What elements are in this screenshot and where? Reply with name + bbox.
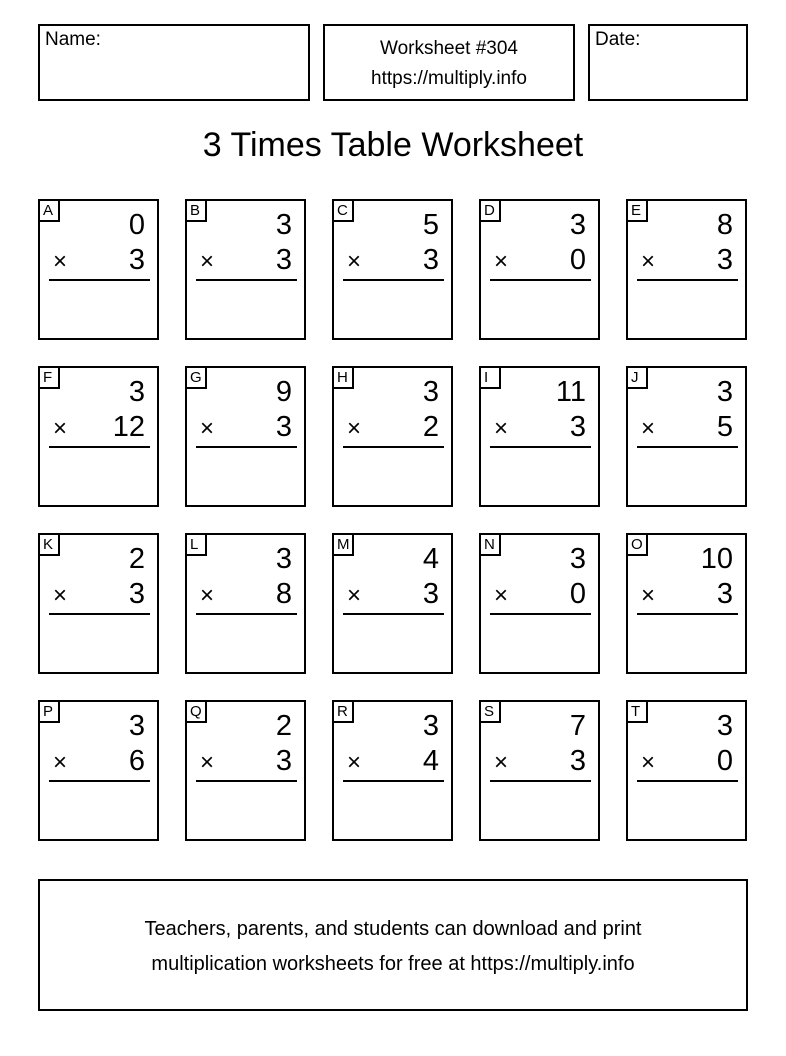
times-sign: × (494, 415, 509, 442)
multiplicand: 3 (275, 209, 292, 241)
multiplicand: 5 (422, 209, 439, 241)
problem-card[interactable] (626, 199, 747, 340)
problem-letter: C (332, 199, 354, 222)
times-sign: × (494, 749, 509, 776)
name-box[interactable] (38, 24, 310, 101)
multiplier: 3 (422, 578, 439, 610)
problem-letter: L (185, 533, 207, 556)
problem-letter: Q (185, 700, 207, 723)
times-sign: × (53, 415, 68, 442)
name-label: Name: (45, 29, 101, 50)
answer-line (637, 613, 738, 615)
problem-letter: G (185, 366, 207, 389)
worksheet-number: Worksheet #304 (379, 38, 518, 59)
worksheet-url: https://multiply.info (371, 68, 527, 89)
problem-card[interactable] (479, 533, 600, 674)
problem-letter: B (185, 199, 207, 222)
multiplier: 0 (716, 745, 733, 777)
problem-card[interactable] (185, 700, 306, 841)
answer-line (490, 613, 591, 615)
multiplier: 3 (275, 411, 292, 443)
multiplicand: 2 (275, 710, 292, 742)
answer-line (343, 780, 444, 782)
multiplicand: 0 (128, 209, 145, 241)
problem-letter: E (626, 199, 648, 222)
multiplicand: 7 (569, 710, 586, 742)
problem-letter: P (38, 700, 60, 723)
multiplier: 3 (716, 578, 733, 610)
times-sign: × (53, 248, 68, 275)
answer-line (196, 613, 297, 615)
problem-letter: H (332, 366, 354, 389)
problem-card[interactable] (626, 700, 747, 841)
multiplicand: 3 (716, 710, 733, 742)
footer-box (38, 879, 748, 1011)
answer-line (343, 279, 444, 281)
problem-card[interactable] (38, 700, 159, 841)
problem-letter: J (626, 366, 648, 389)
answer-line (196, 279, 297, 281)
multiplicand: 3 (716, 376, 733, 408)
times-sign: × (200, 415, 215, 442)
answer-line (49, 279, 150, 281)
times-sign: × (200, 749, 215, 776)
times-sign: × (347, 582, 362, 609)
problem-letter: F (38, 366, 60, 389)
problem-card[interactable] (38, 533, 159, 674)
problem-card[interactable] (479, 366, 600, 507)
answer-line (490, 446, 591, 448)
times-sign: × (641, 582, 656, 609)
problem-card[interactable] (479, 199, 600, 340)
multiplicand: 9 (275, 376, 292, 408)
multiplier: 3 (275, 745, 292, 777)
problem-letter: R (332, 700, 354, 723)
times-sign: × (347, 749, 362, 776)
problem-card[interactable] (626, 533, 747, 674)
footer-line-2: multiplication worksheets for free at https://multiply.info (151, 953, 635, 975)
problem-letter: N (479, 533, 501, 556)
multiplier: 6 (128, 745, 145, 777)
problem-card[interactable] (185, 199, 306, 340)
problem-card[interactable] (332, 199, 453, 340)
problem-card[interactable] (38, 199, 159, 340)
footer-line-1: Teachers, parents, and students can download and print (144, 918, 642, 940)
problem-card[interactable] (332, 533, 453, 674)
multiplicand: 3 (275, 543, 292, 575)
multiplicand: 3 (128, 376, 145, 408)
problem-letter: T (626, 700, 648, 723)
problem-card[interactable] (332, 700, 453, 841)
multiplicand: 8 (716, 209, 733, 241)
problem-letter: S (479, 700, 501, 723)
answer-line (49, 446, 150, 448)
multiplicand: 10 (700, 543, 733, 575)
multiplier: 3 (128, 244, 145, 276)
problem-letter: K (38, 533, 60, 556)
answer-line (637, 780, 738, 782)
multiplicand: 3 (569, 209, 586, 241)
answer-line (49, 780, 150, 782)
problem-letter: M (332, 533, 354, 556)
answer-line (490, 279, 591, 281)
problem-card[interactable] (626, 366, 747, 507)
answer-line (196, 446, 297, 448)
answer-line (490, 780, 591, 782)
multiplier: 4 (422, 745, 439, 777)
multiplier: 3 (275, 244, 292, 276)
multiplier: 0 (569, 244, 586, 276)
multiplicand: 3 (128, 710, 145, 742)
problem-card[interactable] (38, 366, 159, 507)
answer-line (49, 613, 150, 615)
problem-card[interactable] (332, 366, 453, 507)
multiplicand: 3 (422, 376, 439, 408)
date-box[interactable] (588, 24, 748, 101)
multiplier: 3 (422, 244, 439, 276)
problem-letter: D (479, 199, 501, 222)
times-sign: × (347, 415, 362, 442)
answer-line (343, 613, 444, 615)
multiplier: 3 (128, 578, 145, 610)
answer-line (343, 446, 444, 448)
times-sign: × (53, 582, 68, 609)
times-sign: × (347, 248, 362, 275)
multiplicand: 3 (422, 710, 439, 742)
multiplicand: 2 (128, 543, 145, 575)
multiplier: 0 (569, 578, 586, 610)
times-sign: × (200, 582, 215, 609)
problem-card[interactable] (185, 366, 306, 507)
multiplicand: 11 (555, 376, 586, 408)
multiplier: 12 (112, 411, 145, 443)
multiplier: 2 (422, 411, 439, 443)
problem-letter: O (626, 533, 648, 556)
times-sign: × (641, 415, 656, 442)
problem-card[interactable] (479, 700, 600, 841)
times-sign: × (200, 248, 215, 275)
problem-letter: A (38, 199, 60, 222)
times-sign: × (494, 248, 509, 275)
multiplicand: 4 (422, 543, 439, 575)
problem-letter: I (479, 366, 501, 389)
page-title: 3 Times Table Worksheet (202, 126, 584, 164)
multiplier: 3 (569, 745, 586, 777)
times-sign: × (53, 749, 68, 776)
problem-card[interactable] (185, 533, 306, 674)
multiplicand: 3 (569, 543, 586, 575)
answer-line (637, 446, 738, 448)
worksheet-info-box (323, 24, 575, 101)
multiplier: 3 (569, 411, 586, 443)
multiplier: 8 (275, 578, 292, 610)
times-sign: × (494, 582, 509, 609)
times-sign: × (641, 749, 656, 776)
answer-line (637, 279, 738, 281)
answer-line (196, 780, 297, 782)
date-label: Date: (595, 29, 641, 50)
multiplier: 3 (716, 244, 733, 276)
multiplier: 5 (716, 411, 733, 443)
times-sign: × (641, 248, 656, 275)
